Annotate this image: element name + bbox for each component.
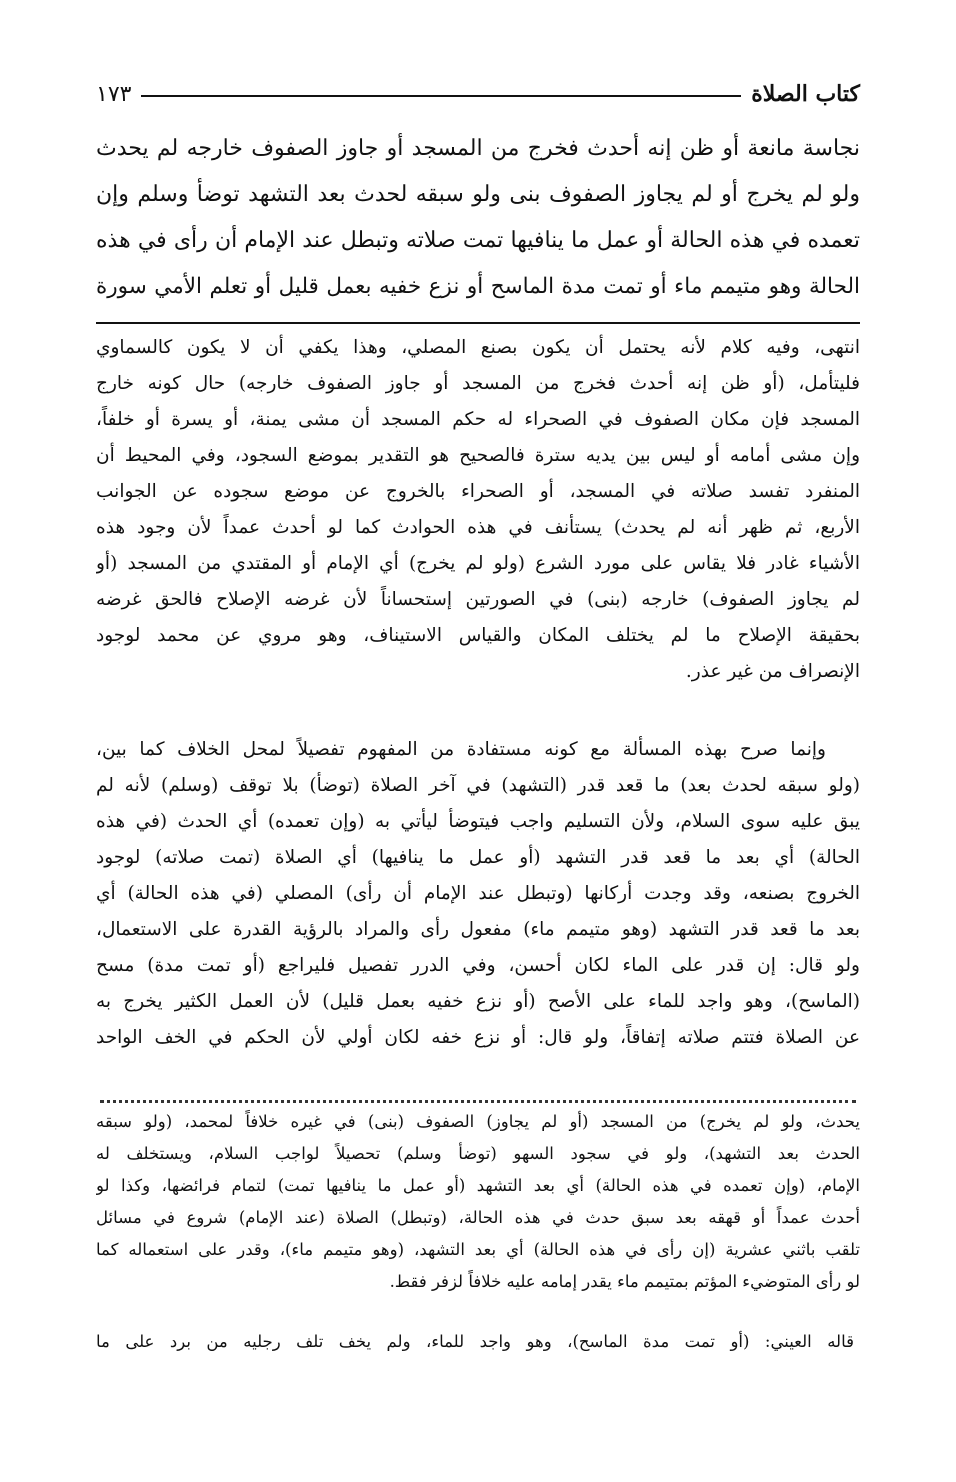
footnote-line: لو رأى المتوضيء المؤتم بمتيمم ماء يقدر إمامه عليه خلافاً لزفر فقط.: [389, 1272, 860, 1291]
commentary-line: لم يجاوز الصفوف) خارجه (بنى) في الصورتين إستحساناً لأن غرضه الإصلاح فالحق غرضه: [96, 589, 860, 610]
footnote-line: قاله العيني: (أو تمت مدة الماسح)، وهو واجد للماء، ولم يخف تلف رجليه من برد على ما: [96, 1332, 854, 1351]
commentary-line: (الماسح)، وهو واجد للماء على الأصح (أو نزع خفيه بعمل قليل) لأن العمل الكثير يخرج به: [96, 991, 860, 1012]
header-rule: [141, 95, 741, 97]
footnote-dotted-separator: [100, 1080, 856, 1103]
chapter-title: كتاب الصلاة: [751, 81, 860, 107]
main-line: نجاسة مانعة أو ظن إنه أحدث فخرج من المسجد أو جاوز الصفوف خارجه لم يحدث: [96, 136, 860, 161]
commentary-line: المنفرد تفسد صلاته في المسجد، أو الصحراء بالخروج عن موضع سجوده عن الجوانب: [96, 481, 860, 502]
commentary-block-3: [96, 1106, 860, 1298]
commentary-line: الحالة) أي بعد ما قعد قدر التشهد (أو عمل ما ينافيها) أي الصلاة (تمت صلاته) لوجود: [96, 847, 860, 868]
commentary-line: عن الصلاة فتتم صلاته إتفاقاً، ولو قال: أو نزع خفه لكان أولي لأن الحكم في الخف الواحد: [96, 1027, 860, 1048]
footnote-line: الإمام، (وإن تعمده في هذه الحالة) أي بعد التشهد (أو عمل ما ينافيها تمت) لتمام فرائضها، وكذا لو: [96, 1176, 860, 1195]
commentary-line: الخروج بصنعه، وقد وجدت أركانها (وتبطل عند الإمام أن رأى) المصلي (في هذه الحالة) أي: [96, 883, 860, 904]
commentary-line: بحقيقة الإصلاح ما لم يختلف المكان والقياس الاستيناف، وهو مروي عن محمد لوجود: [96, 625, 860, 646]
main-separator-rule: [96, 322, 860, 324]
commentary-line: الأشياء غادر فلا يقاس على مورد الشرع (ولو لم يخرج) أي الإمام أو المقتدي من المسجد (أو: [96, 553, 860, 574]
commentary-line: الأربع، ثم ظهر أنه لم يحدث) يستأنف في هذه الحوادث كما لو أحدث عمداً لأن وجود هذه: [96, 517, 860, 538]
main-line: تعمده في هذه الحالة أو عمل ما ينافيها تمت صلاته وتبطل عند الإمام أن رأى في هذه: [96, 228, 860, 253]
main-line: الحالة وهو متيمم ماء أو تمت مدة الماسح أو نزع خفيه بعمل قليل أو تعلم الأمي سورة: [96, 274, 860, 299]
commentary-line: فليتأمل، (أو ظن إنه أحدث فخرج من المسجد أو جاوز الصفوف خارجه) حال كونه خارج: [96, 373, 860, 394]
footnote-line: يحدث، ولو لم يخرج) من المسجد (أو لم يجاوز) الصفوف (بنى) في غيره خلافاً لمحمد، (ولو سبقه: [96, 1112, 860, 1131]
page-header: [96, 74, 860, 114]
commentary-line: يبق عليه سوى السلام، ولأن التسليم واجب فيتوضأ ليأتي به (وإن تعمده) أي الحدث (في هذه: [96, 811, 860, 832]
commentary-block-2: [96, 732, 860, 1056]
commentary-block-4: [96, 1326, 860, 1358]
commentary-line: (ولو سبقه لحدث بعد) ما قعد قدر (التشهد) في آخر الصلاة (توضأ) بلا توقف (وسلم) لأنه لم: [96, 775, 860, 796]
commentary-line: وإنما صرح بهذه المسألة مع كونه مستفادة من المفهوم تفصيلاً لمحل الخلاف كما بين،: [96, 739, 826, 760]
commentary-line: انتهى، وفيه كلام لأنه يحتمل أن يكون بصنع المصلي، وهذا يكفي أن لا يكون كالسماوي: [96, 337, 860, 358]
commentary-line: بعد ما قعد قدر التشهد (وهو متيمم ماء) مفعول رأى والمراد بالرؤية القدرة على الاستعمال،: [96, 919, 860, 940]
commentary-line: الإنصراف من غير عذر.: [685, 661, 860, 682]
commentary-line: المسجد فإن مكان الصفوف في الصحراء له حكم المسجد أن مشى يمنة، أو يسرة أو خلفاً،: [96, 409, 860, 430]
footnote-line: الحدث بعد التشهد)، ولو في سجود السهو (توضأ وسلم) تحصيلاً لواجب السلام، ويستخلف له: [96, 1144, 860, 1163]
commentary-line: وإن مشى أمامه أو ليس بين يديه سترة فالصحيح هو التقدير بموضع السجود، وفي المحيط أن: [96, 445, 860, 466]
main-text: [96, 126, 860, 310]
page-number: ١٧٣: [96, 81, 132, 107]
footnote-line: أحدث عمداً أو قهقه بعد سبق حدث في هذه الحالة، (وتبطل) الصلاة (عند الإمام) شروع في مسائل: [96, 1208, 860, 1227]
commentary-line: ولو قال: إن قدر على الماء لكان أحسن، وفي الدرر تفصيل فليراجع (أو تمت مدة) مسح: [96, 955, 860, 976]
footnote-line: تلقب باثني عشرية (إن رأى في هذه الحالة) أي بعد التشهد، (وهو متيمم ماء)، وقدر على استعماله كما: [96, 1240, 860, 1259]
commentary-block-1: [96, 330, 860, 690]
main-line: ولو لم يخرج أو لم يجاوز الصفوف بنى ولو سبقه لحدث بعد التشهد توضأ وسلم وإن: [96, 182, 860, 207]
